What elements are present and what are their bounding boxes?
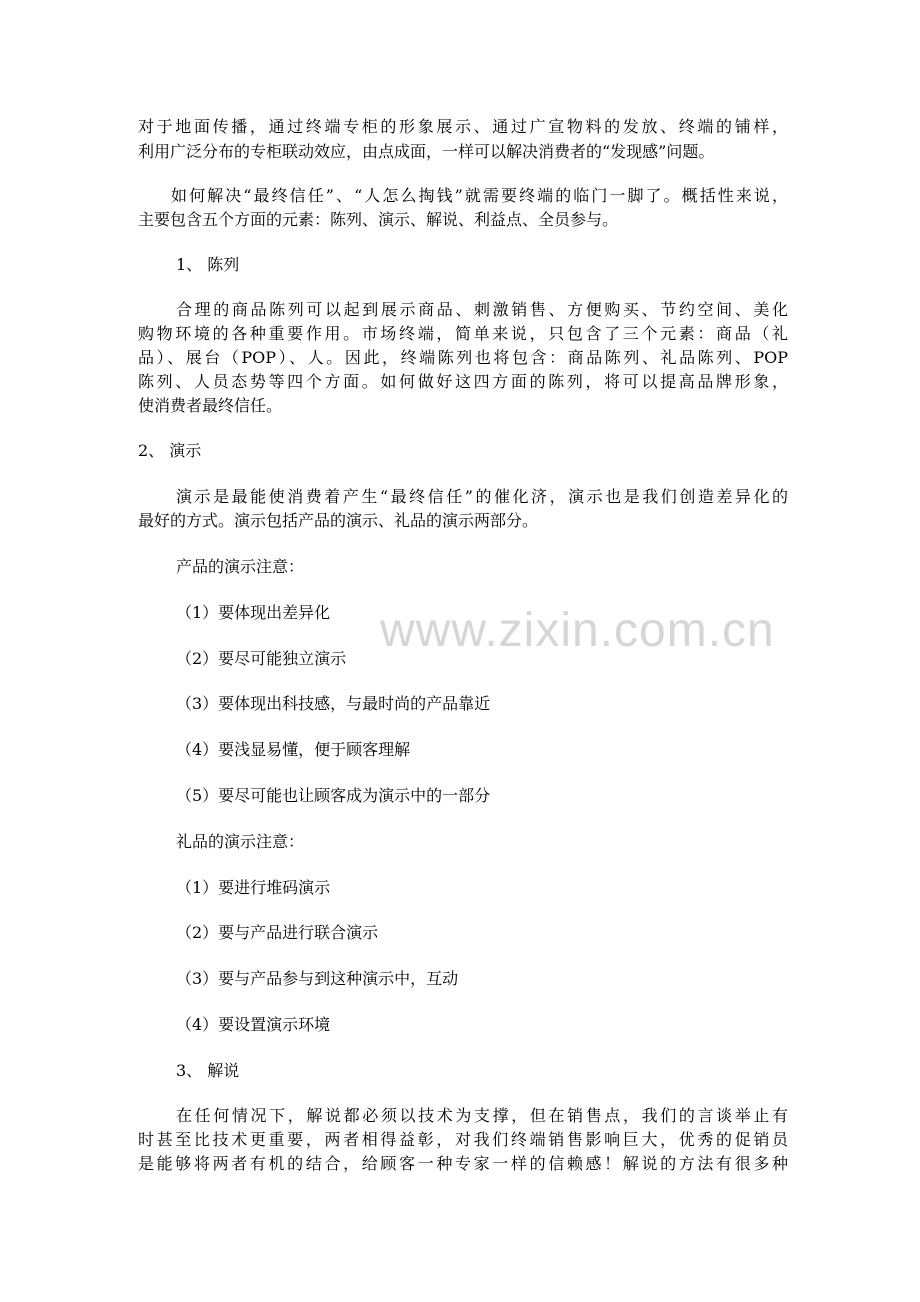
product-demo-item-4: （4）要浅显易懂，便于顾客理解 bbox=[176, 740, 411, 759]
gift-demo-item-4: （4）要设置演示环境 bbox=[176, 1015, 331, 1034]
paragraph-display-line-1: 合理的商品陈列可以起到展示商品、刺激销售、方便购买、节约空间、美化 bbox=[176, 300, 788, 319]
paragraph-explain-line-3: 是能够将两者有机的结合，给顾客一种专家一样的信赖感！解说的方法有很多种 bbox=[138, 1154, 788, 1173]
label-gift-demo: 礼品的演示注意： bbox=[176, 832, 305, 851]
paragraph-demo-line-1: 演示是最能使消费着产生“最终信任”的催化济，演示也是我们创造差异化的 bbox=[176, 487, 788, 506]
label-product-demo: 产品的演示注意： bbox=[176, 557, 305, 576]
paragraph-demo-line-2: 最好的方式。演示包括产品的演示、礼品的演示两部分。 bbox=[138, 511, 539, 530]
paragraph-display-line-3: 品）、展台（POP）、人。因此，终端陈列也将包含：商品陈列、礼品陈列、POP bbox=[138, 348, 788, 367]
heading-demo: 2、 演示 bbox=[138, 441, 202, 460]
heading-display: 1、 陈列 bbox=[176, 255, 240, 274]
gift-demo-item-3: （3）要与产品参与到这种演示中，互动 bbox=[176, 969, 459, 988]
paragraph-explain-line-1: 在任何情况下，解说都必须以技术为支撑，但在销售点，我们的言谈举止有 bbox=[176, 1106, 788, 1125]
paragraph-explain-line-2: 时甚至比技术更重要，两者相得益彰，对我们终端销售影响巨大，优秀的促销员 bbox=[138, 1130, 788, 1149]
product-demo-item-3: （3）要体现出科技感，与最时尚的产品靠近 bbox=[176, 694, 491, 713]
paragraph-ground-spread-line-1: 对于地面传播，通过终端专柜的形象展示、通过广宣物料的发放、终端的铺样， bbox=[138, 117, 788, 136]
gift-demo-item-1: （1）要进行堆码演示 bbox=[176, 878, 331, 897]
paragraph-final-trust-line-1: 如何解决“最终信任”、“人怎么掏钱”就需要终端的临门一脚了。概括性来说， bbox=[171, 186, 788, 205]
product-demo-item-5: （5）要尽可能也让顾客成为演示中的一部分 bbox=[176, 786, 491, 805]
paragraph-display-line-4: 陈列、人员态势等四个方面。如何做好这四方面的陈列，将可以提高品牌形象， bbox=[138, 372, 788, 391]
gift-demo-item-2: （2）要与产品进行联合演示 bbox=[176, 923, 379, 942]
product-demo-item-2: （2）要尽可能独立演示 bbox=[176, 649, 347, 668]
paragraph-ground-spread-line-2: 利用广泛分布的专柜联动效应，由点成面，一样可以解决消费者的“发现感”问题。 bbox=[138, 142, 715, 161]
heading-explain: 3、 解说 bbox=[176, 1061, 240, 1080]
product-demo-item-1: （1）要体现出差异化 bbox=[176, 603, 331, 622]
watermark: www.zixin.com.cn bbox=[380, 604, 775, 657]
paragraph-final-trust-line-2: 主要包含五个方面的元素：陈列、演示、解说、利益点、全员参与。 bbox=[138, 210, 619, 229]
paragraph-display-line-5: 使消费者最终信任。 bbox=[138, 396, 283, 415]
paragraph-display-line-2: 购物环境的各种重要作用。市场终端，简单来说，只包含了三个元素：商品（礼 bbox=[138, 324, 788, 343]
